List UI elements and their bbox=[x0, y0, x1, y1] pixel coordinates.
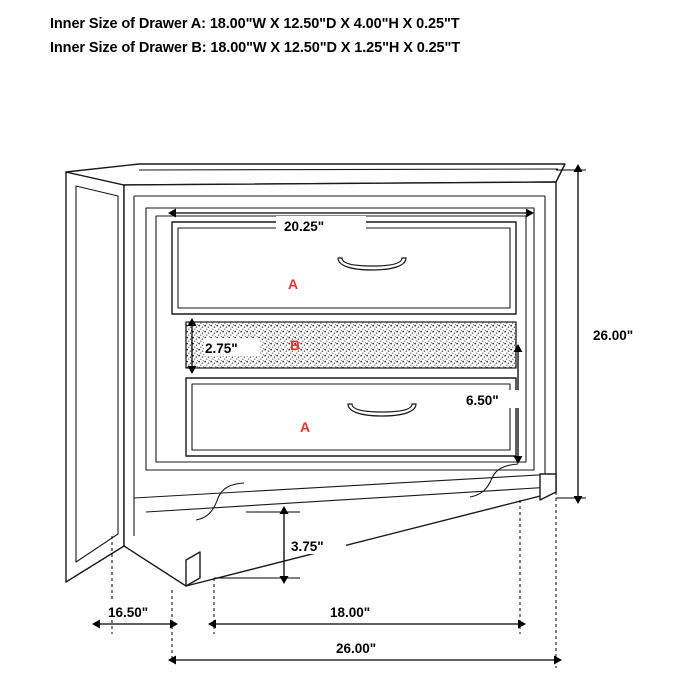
drawer-a-top[interactable] bbox=[172, 222, 516, 314]
dim-right-height-label: 26.00" bbox=[593, 328, 634, 343]
drawer-a-bottom[interactable] bbox=[186, 378, 516, 456]
dim-leg-height-label: 3.75" bbox=[291, 539, 324, 554]
dim-top-width-label: 20.25" bbox=[284, 219, 325, 234]
label-drawer-a-top: A bbox=[288, 276, 299, 292]
dim-overall-width-label: 26.00" bbox=[336, 641, 377, 656]
dim-base-inner-width-label: 18.00" bbox=[330, 605, 371, 620]
spec-line-drawer-a: Inner Size of Drawer A: 18.00"W X 12.50"D X 4.00"H X 0.25"T bbox=[50, 16, 460, 32]
dim-right-height bbox=[556, 170, 654, 498]
dim-lower-drawer-height-label: 6.50" bbox=[466, 393, 499, 408]
spec-line-drawer-b: Inner Size of Drawer B: 18.00"W X 12.50"D X 1.25"H X 0.25"T bbox=[50, 40, 461, 56]
dim-depth-label: 16.50" bbox=[108, 605, 149, 620]
cabinet-left-side bbox=[66, 172, 124, 582]
label-drawer-a-bottom: A bbox=[300, 419, 311, 435]
label-drawer-b: B bbox=[290, 337, 301, 353]
dim-drawer-b-height-label: 2.75" bbox=[205, 341, 238, 356]
